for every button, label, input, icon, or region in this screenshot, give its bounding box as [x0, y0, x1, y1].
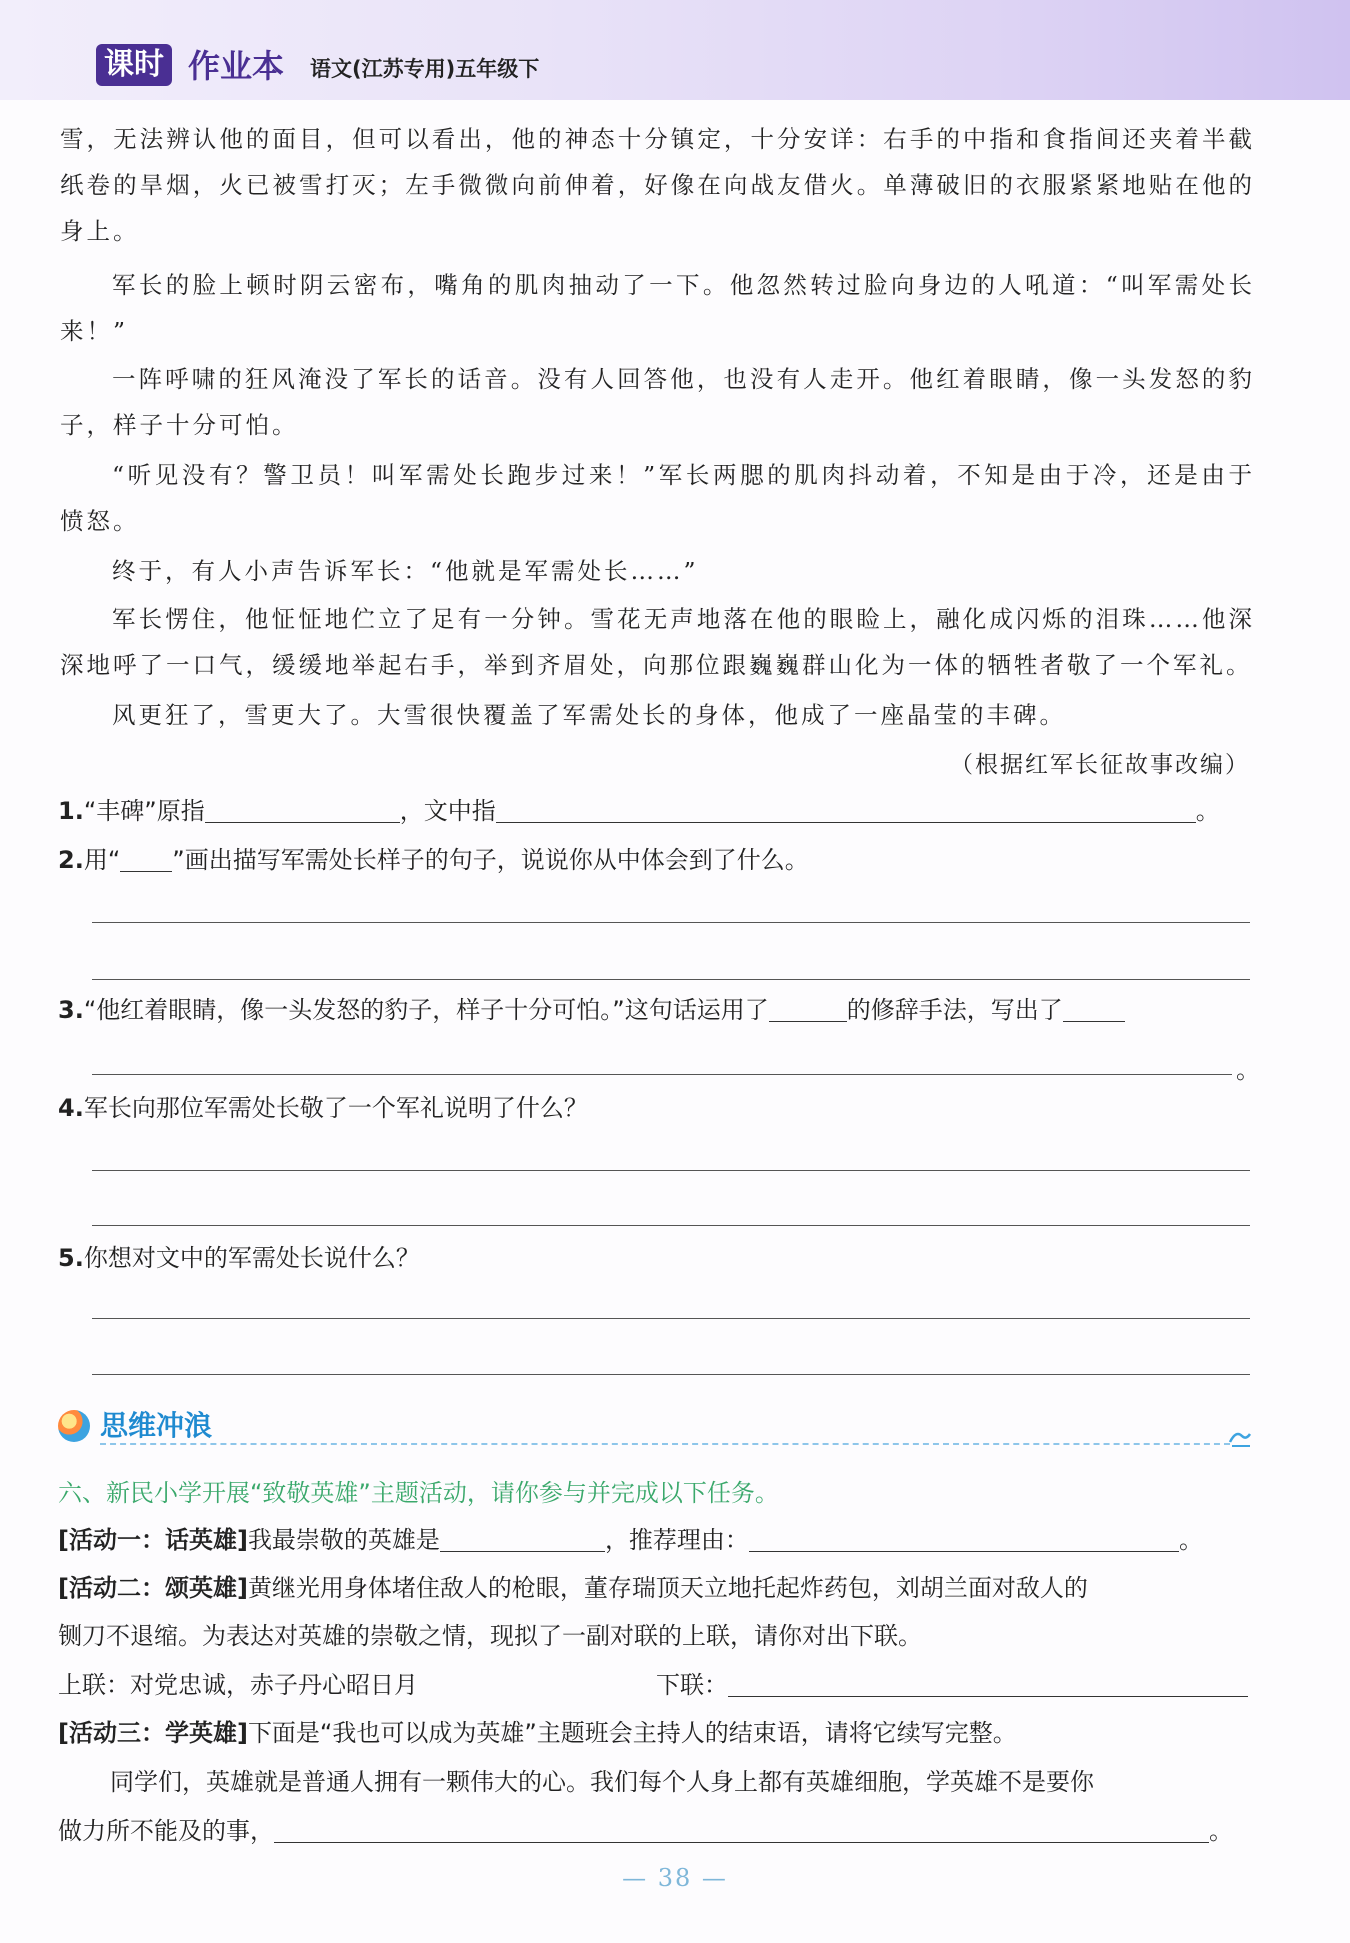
activity-3-cont	[58, 1811, 1233, 1851]
question-2	[58, 840, 809, 880]
activity-text: 黄继光用身体堵住敌人的枪眼，董存瑞顶天立地托起炸药包，刘胡兰面对敌人的	[247, 1574, 1088, 1602]
question-number: 2.	[58, 846, 84, 874]
answer-line[interactable]	[92, 1318, 1250, 1319]
underline-sample	[120, 841, 172, 872]
brand-logo-box: 课时	[96, 44, 172, 86]
activity-end: 。	[1178, 1526, 1203, 1554]
passage-paragraph: 军长的脸上顿时阴云密布，嘴角的肌肉抽动了一下。他忽然转过脸向身边的人吼道：“叫军需处长来！”	[60, 271, 1255, 345]
task-heading: 六、新民小学开展“致敬英雄”主题活动，请你参与并完成以下任务。	[58, 1479, 779, 1507]
activity-text: 做力所不能及的事，	[58, 1817, 274, 1845]
couplet-lower-label: 下联：	[656, 1671, 728, 1699]
question-text: “他红着眼睛，像一头发怒的豹子，样子十分可怕。”这句话运用了	[83, 996, 769, 1024]
activity-text: 下面是“我也可以成为英雄”主题班会主持人的结束语，请将它续写完整。	[247, 1719, 1017, 1747]
brand-name: 作业本	[188, 47, 285, 85]
wave-icon	[1228, 1424, 1252, 1448]
activity-1	[58, 1520, 1203, 1560]
passage-paragraph: 雪，无法辨认他的面目，但可以看出，他的神态十分镇定，十分安详：右手的中指和食指间还夹着半截纸卷的旱烟，火已被雪打灭；左手微微向前伸着，好像在向战友借火。单薄破旧的衣服紧紧地贴在他的身上。	[60, 125, 1255, 245]
activity-tag: [活动一：话英雄]	[58, 1526, 248, 1554]
couplet-answer-blank[interactable]	[728, 1666, 1248, 1697]
answer-blank[interactable]	[749, 1521, 1179, 1552]
activity-end: 。	[1209, 1817, 1233, 1845]
passage-paragraph: “听见没有？警卫员！叫军需处长跑步过来！”军长两腮的肌肉抖动着，不知是由于冷，还是由于愤怒。	[60, 461, 1255, 535]
activity-tag: [活动三：学英雄]	[58, 1719, 248, 1747]
answer-line[interactable]	[92, 1170, 1250, 1171]
passage-source: （根据红军长征故事改编）	[950, 752, 1250, 778]
page-number: — 38 —	[622, 1864, 728, 1892]
question-1	[58, 791, 1220, 831]
activity-text: ，推荐理由：	[604, 1526, 749, 1554]
activity-3	[58, 1713, 1017, 1753]
couplet-upper	[58, 1665, 418, 1705]
activity-3-prompt	[110, 1762, 1094, 1802]
answer-blank[interactable]	[205, 792, 400, 823]
couplet-upper-text: 上联：对党忠诚，赤子丹心昭日月	[58, 1671, 418, 1699]
activity-tag: [活动二：颂英雄]	[58, 1574, 248, 1602]
swirl-icon	[58, 1410, 90, 1442]
answer-line[interactable]	[92, 922, 1250, 923]
question-text: ”画出描写军需处长样子的句子，说说你从中体会到了什么。	[172, 846, 809, 874]
question-text: 用“	[83, 846, 121, 874]
answer-blank[interactable]	[496, 792, 1196, 823]
question-text: 你想对文中的军需处长说什么？	[83, 1244, 420, 1272]
activity-text: 我最崇敬的英雄是	[247, 1526, 440, 1554]
answer-line[interactable]	[92, 979, 1250, 980]
answer-line[interactable]	[92, 1074, 1232, 1075]
activity-text: 铡刀不退缩。为表达对英雄的崇敬之情，现拟了一副对联的上联，请你对出下联。	[58, 1622, 922, 1650]
passage-paragraph: 一阵呼啸的狂风淹没了军长的话音。没有人回答他，也没有人走开。他红着眼睛，像一头发怒的豹子，样子十分可怕。	[60, 365, 1255, 439]
question-number: 1.	[58, 797, 84, 825]
question-end: 。	[1195, 797, 1220, 825]
answer-blank[interactable]	[769, 991, 847, 1022]
book-subtitle: 语文(江苏专用)五年级下	[310, 57, 540, 81]
question-5	[58, 1238, 420, 1278]
activity-2	[58, 1568, 1088, 1608]
answer-line[interactable]	[92, 1374, 1250, 1375]
activity-text: 同学们，英雄就是普通人拥有一颗伟大的心。我们每个人身上都有英雄细胞，学英雄不是要你	[110, 1768, 1094, 1796]
question-number: 3.	[58, 996, 84, 1024]
question-text: ，文中指	[399, 797, 496, 825]
section-divider	[100, 1443, 1230, 1445]
question-text: 军长向那位军需处长敬了一个军礼说明了什么？	[83, 1094, 588, 1122]
question-number: 4.	[58, 1094, 84, 1122]
passage-paragraph: 军长愣住，他怔怔地伫立了足有一分钟。雪花无声地落在他的眼睑上，融化成闪烁的泪珠……他深深地呼了一口气，缓缓地举起右手，举到齐眉处，向那位跟巍巍群山化为一体的牺牲者敬了一个军礼。	[60, 605, 1255, 679]
question-end: 。	[1236, 1056, 1260, 1084]
question-text: “丰碑”原指	[83, 797, 205, 825]
couplet-lower	[656, 1665, 1248, 1705]
question-4	[58, 1088, 588, 1128]
passage-paragraph: 终于，有人小声告诉军长：“他就是军需处长……”	[112, 557, 699, 585]
activity-2-cont	[58, 1616, 922, 1656]
question-text: 的修辞手法，写出了	[846, 996, 1063, 1024]
answer-blank[interactable]	[1063, 991, 1125, 1022]
answer-blank[interactable]	[440, 1521, 605, 1552]
passage-paragraph: 风更狂了，雪更大了。大雪很快覆盖了军需处长的身体，他成了一座晶莹的丰碑。	[112, 701, 1066, 729]
section-title: 思维冲浪	[100, 1409, 213, 1442]
answer-line[interactable]	[92, 1225, 1250, 1226]
answer-blank[interactable]	[274, 1812, 1209, 1843]
question-3	[58, 990, 1125, 1030]
question-number: 5.	[58, 1244, 84, 1272]
